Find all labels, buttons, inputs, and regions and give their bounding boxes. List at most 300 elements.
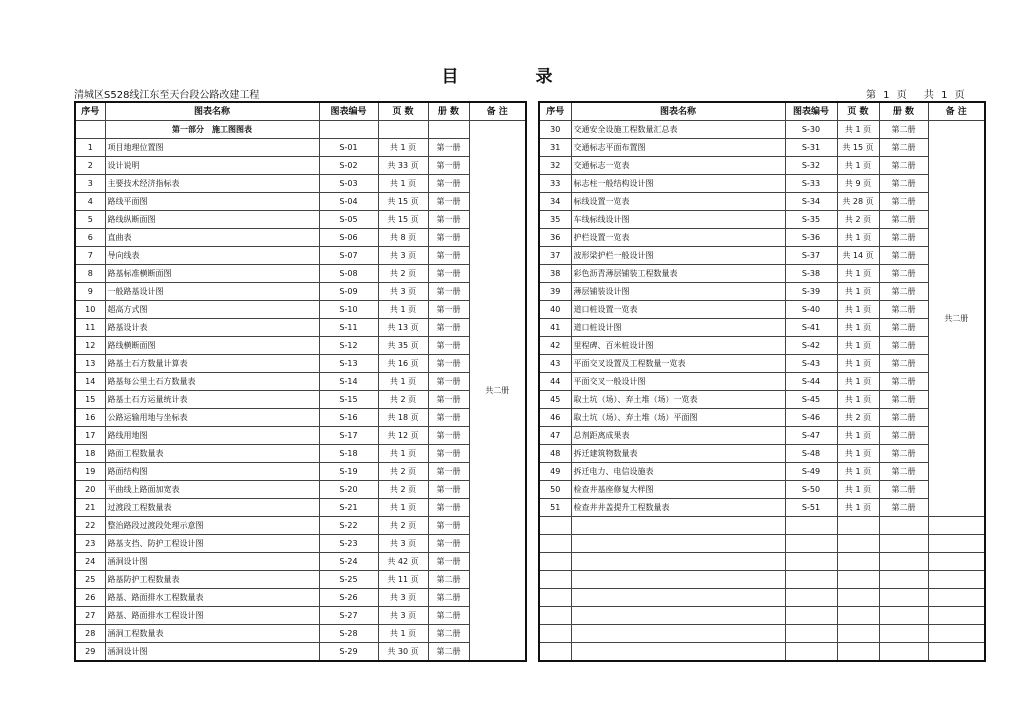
row-page-count: 共 12 页 <box>378 427 428 445</box>
row-number: 34 <box>539 193 571 211</box>
row-number: 13 <box>75 355 105 373</box>
table-row <box>75 625 526 643</box>
row-number: 50 <box>539 481 571 499</box>
row-volume: 第二册 <box>879 373 928 391</box>
header-pages: 页 数 <box>837 102 879 121</box>
row-drawing-name: 标志柱一般结构设计图 <box>571 175 785 193</box>
row-page-count: 共 1 页 <box>837 265 879 283</box>
table-row <box>539 427 985 445</box>
row-drawing-name: 一般路基设计图 <box>105 283 319 301</box>
header-no: 序号 <box>75 102 105 121</box>
row-volume: 第二册 <box>879 229 928 247</box>
table-row <box>539 391 985 409</box>
row-drawing-name: 路基每公里土石方数量表 <box>105 373 319 391</box>
table-row <box>75 409 526 427</box>
header-name: 图表名称 <box>571 102 785 121</box>
row-drawing-code: S-39 <box>785 283 837 301</box>
row-drawing-name: 道口桩设计图 <box>571 319 785 337</box>
row-drawing-name: 涵洞设计图 <box>105 553 319 571</box>
row-drawing-name: 路面结构图 <box>105 463 319 481</box>
row-number: 2 <box>75 157 105 175</box>
row-page-count: 共 1 页 <box>837 121 879 139</box>
section-empty-cell <box>428 121 469 139</box>
empty-cell <box>785 535 837 553</box>
row-number: 44 <box>539 373 571 391</box>
row-drawing-code: S-47 <box>785 427 837 445</box>
row-drawing-code: S-25 <box>319 571 378 589</box>
table-row <box>539 301 985 319</box>
row-volume: 第一册 <box>428 175 469 193</box>
empty-cell <box>785 625 837 643</box>
table-row <box>539 283 985 301</box>
row-page-count: 共 18 页 <box>378 409 428 427</box>
table-row <box>539 337 985 355</box>
row-drawing-name: 路基支挡、防护工程设计图 <box>105 535 319 553</box>
table-row <box>539 211 985 229</box>
empty-cell <box>571 553 785 571</box>
table-row <box>75 589 526 607</box>
header-volume: 册 数 <box>879 102 928 121</box>
row-drawing-code: S-33 <box>785 175 837 193</box>
row-drawing-code: S-49 <box>785 463 837 481</box>
row-volume: 第二册 <box>428 589 469 607</box>
table-row <box>539 157 985 175</box>
row-drawing-code: S-12 <box>319 337 378 355</box>
table-row <box>539 121 985 139</box>
row-page-count: 共 1 页 <box>378 373 428 391</box>
row-drawing-code: S-28 <box>319 625 378 643</box>
row-drawing-name: 路线平面图 <box>105 193 319 211</box>
row-drawing-code: S-35 <box>785 211 837 229</box>
row-page-count: 共 2 页 <box>378 517 428 535</box>
row-number: 49 <box>539 463 571 481</box>
table-row <box>75 445 526 463</box>
row-page-count: 共 1 页 <box>378 445 428 463</box>
table-row-empty <box>539 607 985 625</box>
row-volume: 第一册 <box>428 373 469 391</box>
empty-cell <box>785 589 837 607</box>
row-volume: 第一册 <box>428 499 469 517</box>
row-drawing-name: 设计说明 <box>105 157 319 175</box>
empty-cell <box>539 643 571 662</box>
table-row <box>75 373 526 391</box>
empty-cell <box>879 535 928 553</box>
row-number: 27 <box>75 607 105 625</box>
row-number: 14 <box>75 373 105 391</box>
table-row <box>75 481 526 499</box>
header-pages: 页 数 <box>378 102 428 121</box>
row-volume: 第二册 <box>879 319 928 337</box>
row-drawing-name: 涵洞设计图 <box>105 643 319 662</box>
row-number: 15 <box>75 391 105 409</box>
empty-cell <box>928 517 985 535</box>
row-number: 21 <box>75 499 105 517</box>
row-volume: 第一册 <box>428 391 469 409</box>
row-volume: 第一册 <box>428 355 469 373</box>
row-volume: 第一册 <box>428 463 469 481</box>
row-volume: 第一册 <box>428 535 469 553</box>
table-row <box>539 139 985 157</box>
table-row-empty <box>539 553 985 571</box>
header-remark: 备 注 <box>928 102 985 121</box>
row-drawing-code: S-04 <box>319 193 378 211</box>
row-drawing-code: S-15 <box>319 391 378 409</box>
row-drawing-code: S-45 <box>785 391 837 409</box>
table-row <box>75 553 526 571</box>
row-number: 47 <box>539 427 571 445</box>
row-volume: 第二册 <box>879 247 928 265</box>
empty-cell <box>837 607 879 625</box>
row-volume: 第一册 <box>428 157 469 175</box>
row-drawing-code: S-40 <box>785 301 837 319</box>
row-volume: 第二册 <box>879 157 928 175</box>
row-page-count: 共 15 页 <box>378 193 428 211</box>
row-number: 31 <box>539 139 571 157</box>
header-volume: 册 数 <box>428 102 469 121</box>
row-volume: 第二册 <box>879 283 928 301</box>
row-volume: 第二册 <box>879 409 928 427</box>
row-drawing-name: 直曲表 <box>105 229 319 247</box>
empty-cell <box>539 553 571 571</box>
row-page-count: 共 1 页 <box>837 157 879 175</box>
row-drawing-code: S-23 <box>319 535 378 553</box>
row-page-count: 共 1 页 <box>837 445 879 463</box>
row-drawing-code: S-03 <box>319 175 378 193</box>
empty-cell <box>837 535 879 553</box>
row-volume: 第二册 <box>879 301 928 319</box>
row-number: 25 <box>75 571 105 589</box>
empty-cell <box>539 517 571 535</box>
header-no: 序号 <box>539 102 571 121</box>
row-page-count: 共 1 页 <box>837 481 879 499</box>
row-page-count: 共 3 页 <box>378 589 428 607</box>
row-volume: 第二册 <box>879 463 928 481</box>
row-drawing-code: S-08 <box>319 265 378 283</box>
row-drawing-code: S-14 <box>319 373 378 391</box>
row-drawing-name: 里程碑、百米桩设计图 <box>571 337 785 355</box>
table-row-empty <box>539 589 985 607</box>
row-volume: 第二册 <box>879 121 928 139</box>
row-drawing-code: S-27 <box>319 607 378 625</box>
row-drawing-code: S-13 <box>319 355 378 373</box>
empty-cell <box>837 517 879 535</box>
volume-remark: 共二册 <box>469 121 526 662</box>
row-drawing-code: S-24 <box>319 553 378 571</box>
row-volume: 第一册 <box>428 229 469 247</box>
row-page-count: 共 1 页 <box>378 301 428 319</box>
table-row <box>75 571 526 589</box>
table-row <box>75 643 526 662</box>
table-row <box>539 193 985 211</box>
row-page-count: 共 3 页 <box>378 535 428 553</box>
row-drawing-code: S-10 <box>319 301 378 319</box>
row-page-count: 共 15 页 <box>378 211 428 229</box>
header-code: 图表编号 <box>785 102 837 121</box>
row-page-count: 共 1 页 <box>837 499 879 517</box>
row-drawing-code: S-42 <box>785 337 837 355</box>
row-page-count: 共 2 页 <box>378 391 428 409</box>
table-row <box>539 409 985 427</box>
row-drawing-code: S-32 <box>785 157 837 175</box>
row-number: 5 <box>75 211 105 229</box>
empty-cell <box>785 607 837 625</box>
empty-cell <box>879 517 928 535</box>
row-volume: 第二册 <box>428 571 469 589</box>
row-page-count: 共 30 页 <box>378 643 428 662</box>
table-row <box>75 157 526 175</box>
row-drawing-name: 平面交叉设置及工程数量一览表 <box>571 355 785 373</box>
row-page-count: 共 11 页 <box>378 571 428 589</box>
volume-remark: 共二册 <box>928 121 985 517</box>
table-row <box>75 391 526 409</box>
row-drawing-code: S-29 <box>319 643 378 662</box>
row-volume: 第一册 <box>428 409 469 427</box>
row-drawing-name: 过渡段工程数量表 <box>105 499 319 517</box>
row-page-count: 共 14 页 <box>837 247 879 265</box>
row-volume: 第二册 <box>879 499 928 517</box>
row-drawing-code: S-19 <box>319 463 378 481</box>
row-drawing-name: 波形梁护栏一般设计图 <box>571 247 785 265</box>
section-empty-cell <box>319 121 378 139</box>
row-page-count: 共 1 页 <box>837 319 879 337</box>
row-number: 33 <box>539 175 571 193</box>
row-number: 1 <box>75 139 105 157</box>
row-number: 22 <box>75 517 105 535</box>
table-row <box>539 355 985 373</box>
row-drawing-code: S-11 <box>319 319 378 337</box>
empty-cell <box>571 517 785 535</box>
row-drawing-name: 导向线表 <box>105 247 319 265</box>
row-number: 17 <box>75 427 105 445</box>
empty-cell <box>571 643 785 662</box>
row-volume: 第一册 <box>428 211 469 229</box>
row-number: 37 <box>539 247 571 265</box>
empty-cell <box>837 643 879 662</box>
row-number: 40 <box>539 301 571 319</box>
row-page-count: 共 1 页 <box>837 463 879 481</box>
row-drawing-name: 路面工程数量表 <box>105 445 319 463</box>
row-drawing-name: 拆迁电力、电信设施表 <box>571 463 785 481</box>
row-drawing-name: 路基、路面排水工程设计图 <box>105 607 319 625</box>
empty-cell <box>928 625 985 643</box>
row-page-count: 共 1 页 <box>837 283 879 301</box>
row-page-count: 共 3 页 <box>378 283 428 301</box>
table-row <box>539 481 985 499</box>
row-volume: 第一册 <box>428 445 469 463</box>
table-row-empty <box>539 571 985 589</box>
row-drawing-code: S-50 <box>785 481 837 499</box>
row-number: 6 <box>75 229 105 247</box>
table-row-empty <box>539 535 985 553</box>
row-volume: 第二册 <box>879 211 928 229</box>
table-row <box>75 607 526 625</box>
row-drawing-name: 取土坑（场）、弃土堆（场）平面图 <box>571 409 785 427</box>
empty-cell <box>837 553 879 571</box>
row-drawing-code: S-18 <box>319 445 378 463</box>
empty-cell <box>879 625 928 643</box>
row-drawing-code: S-41 <box>785 319 837 337</box>
table-row <box>75 247 526 265</box>
table-row-empty <box>539 625 985 643</box>
row-page-count: 共 1 页 <box>837 373 879 391</box>
row-volume: 第一册 <box>428 517 469 535</box>
table-row <box>75 265 526 283</box>
empty-cell <box>879 589 928 607</box>
row-drawing-code: S-22 <box>319 517 378 535</box>
row-drawing-code: S-02 <box>319 157 378 175</box>
empty-cell <box>539 625 571 643</box>
row-volume: 第一册 <box>428 319 469 337</box>
row-page-count: 共 1 页 <box>837 427 879 445</box>
empty-cell <box>928 535 985 553</box>
table-row-empty <box>539 643 985 662</box>
row-volume: 第二册 <box>879 427 928 445</box>
empty-cell <box>879 643 928 662</box>
empty-cell <box>539 589 571 607</box>
empty-cell <box>928 571 985 589</box>
row-drawing-code: S-37 <box>785 247 837 265</box>
row-number: 35 <box>539 211 571 229</box>
table-row <box>75 427 526 445</box>
row-volume: 第一册 <box>428 337 469 355</box>
row-page-count: 共 3 页 <box>378 247 428 265</box>
row-number: 24 <box>75 553 105 571</box>
row-number: 12 <box>75 337 105 355</box>
row-drawing-name: 项目地理位置图 <box>105 139 319 157</box>
row-number: 7 <box>75 247 105 265</box>
row-number: 10 <box>75 301 105 319</box>
row-drawing-code: S-16 <box>319 409 378 427</box>
row-number: 51 <box>539 499 571 517</box>
row-page-count: 共 1 页 <box>378 625 428 643</box>
row-drawing-name: 公路运输用地与坐标表 <box>105 409 319 427</box>
row-drawing-name: 平曲线上路面加宽表 <box>105 481 319 499</box>
table-row <box>75 355 526 373</box>
page-info: 第 1 页 共 1 页 <box>866 90 965 101</box>
row-page-count: 共 2 页 <box>837 211 879 229</box>
empty-cell <box>571 589 785 607</box>
row-volume: 第二册 <box>879 391 928 409</box>
empty-cell <box>571 625 785 643</box>
table-row <box>539 463 985 481</box>
row-drawing-code: S-07 <box>319 247 378 265</box>
row-page-count: 共 1 页 <box>837 337 879 355</box>
table-row <box>539 175 985 193</box>
row-number: 32 <box>539 157 571 175</box>
table-row <box>539 445 985 463</box>
empty-cell <box>837 625 879 643</box>
row-drawing-code: S-31 <box>785 139 837 157</box>
row-drawing-name: 薄层铺装设计图 <box>571 283 785 301</box>
row-volume: 第一册 <box>428 139 469 157</box>
row-number: 30 <box>539 121 571 139</box>
row-number: 43 <box>539 355 571 373</box>
table-row <box>75 319 526 337</box>
row-page-count: 共 35 页 <box>378 337 428 355</box>
section-row <box>75 121 526 139</box>
row-drawing-code: S-51 <box>785 499 837 517</box>
row-volume: 第二册 <box>879 481 928 499</box>
table-row <box>539 499 985 517</box>
row-page-count: 共 16 页 <box>378 355 428 373</box>
row-page-count: 共 3 页 <box>378 607 428 625</box>
empty-cell <box>539 535 571 553</box>
row-number: 23 <box>75 535 105 553</box>
row-volume: 第一册 <box>428 481 469 499</box>
table-row <box>539 319 985 337</box>
empty-cell <box>928 553 985 571</box>
toc-table-left <box>74 101 527 662</box>
row-number: 42 <box>539 337 571 355</box>
row-drawing-name: 总剂距离成果表 <box>571 427 785 445</box>
empty-cell <box>571 571 785 589</box>
row-drawing-code: S-05 <box>319 211 378 229</box>
empty-cell <box>837 589 879 607</box>
document-title: 目 录 <box>441 67 583 87</box>
header-remark: 备 注 <box>469 102 526 121</box>
table-row-empty <box>539 517 985 535</box>
row-page-count: 共 1 页 <box>837 229 879 247</box>
row-page-count: 共 2 页 <box>378 481 428 499</box>
row-drawing-name: 涵洞工程数量表 <box>105 625 319 643</box>
row-drawing-code: S-20 <box>319 481 378 499</box>
row-volume: 第二册 <box>428 607 469 625</box>
row-drawing-name: 主要技术经济指标表 <box>105 175 319 193</box>
row-drawing-name: 取土坑（场）、弃土堆（场）一览表 <box>571 391 785 409</box>
row-number: 41 <box>539 319 571 337</box>
table-row <box>539 265 985 283</box>
table-row <box>75 301 526 319</box>
row-volume: 第二册 <box>879 265 928 283</box>
table-row <box>75 517 526 535</box>
row-drawing-name: 车线标线设计图 <box>571 211 785 229</box>
row-drawing-code: S-06 <box>319 229 378 247</box>
row-drawing-code: S-21 <box>319 499 378 517</box>
row-number: 4 <box>75 193 105 211</box>
row-number: 48 <box>539 445 571 463</box>
row-number: 20 <box>75 481 105 499</box>
section-empty-cell <box>378 121 428 139</box>
row-volume: 第一册 <box>428 301 469 319</box>
empty-cell <box>837 571 879 589</box>
row-drawing-name: 护栏设置一览表 <box>571 229 785 247</box>
row-number: 3 <box>75 175 105 193</box>
row-number: 26 <box>75 589 105 607</box>
header-code: 图表编号 <box>319 102 378 121</box>
project-name: 清城区S528线江东至天台段公路改建工程 <box>74 90 260 101</box>
row-drawing-name: 彩色沥青薄层铺装工程数量表 <box>571 265 785 283</box>
row-volume: 第二册 <box>428 625 469 643</box>
row-volume: 第一册 <box>428 283 469 301</box>
row-drawing-code: S-43 <box>785 355 837 373</box>
empty-cell <box>571 535 785 553</box>
row-number: 29 <box>75 643 105 662</box>
row-page-count: 共 28 页 <box>837 193 879 211</box>
row-volume: 第二册 <box>879 175 928 193</box>
section-number-cell <box>75 121 105 139</box>
row-drawing-code: S-48 <box>785 445 837 463</box>
row-page-count: 共 1 页 <box>837 391 879 409</box>
row-drawing-name: 交通标志平面布置图 <box>571 139 785 157</box>
row-volume: 第一册 <box>428 247 469 265</box>
row-number: 18 <box>75 445 105 463</box>
row-page-count: 共 33 页 <box>378 157 428 175</box>
row-drawing-name: 超高方式图 <box>105 301 319 319</box>
empty-cell <box>539 607 571 625</box>
header-name: 图表名称 <box>105 102 319 121</box>
row-number: 46 <box>539 409 571 427</box>
empty-cell <box>879 553 928 571</box>
